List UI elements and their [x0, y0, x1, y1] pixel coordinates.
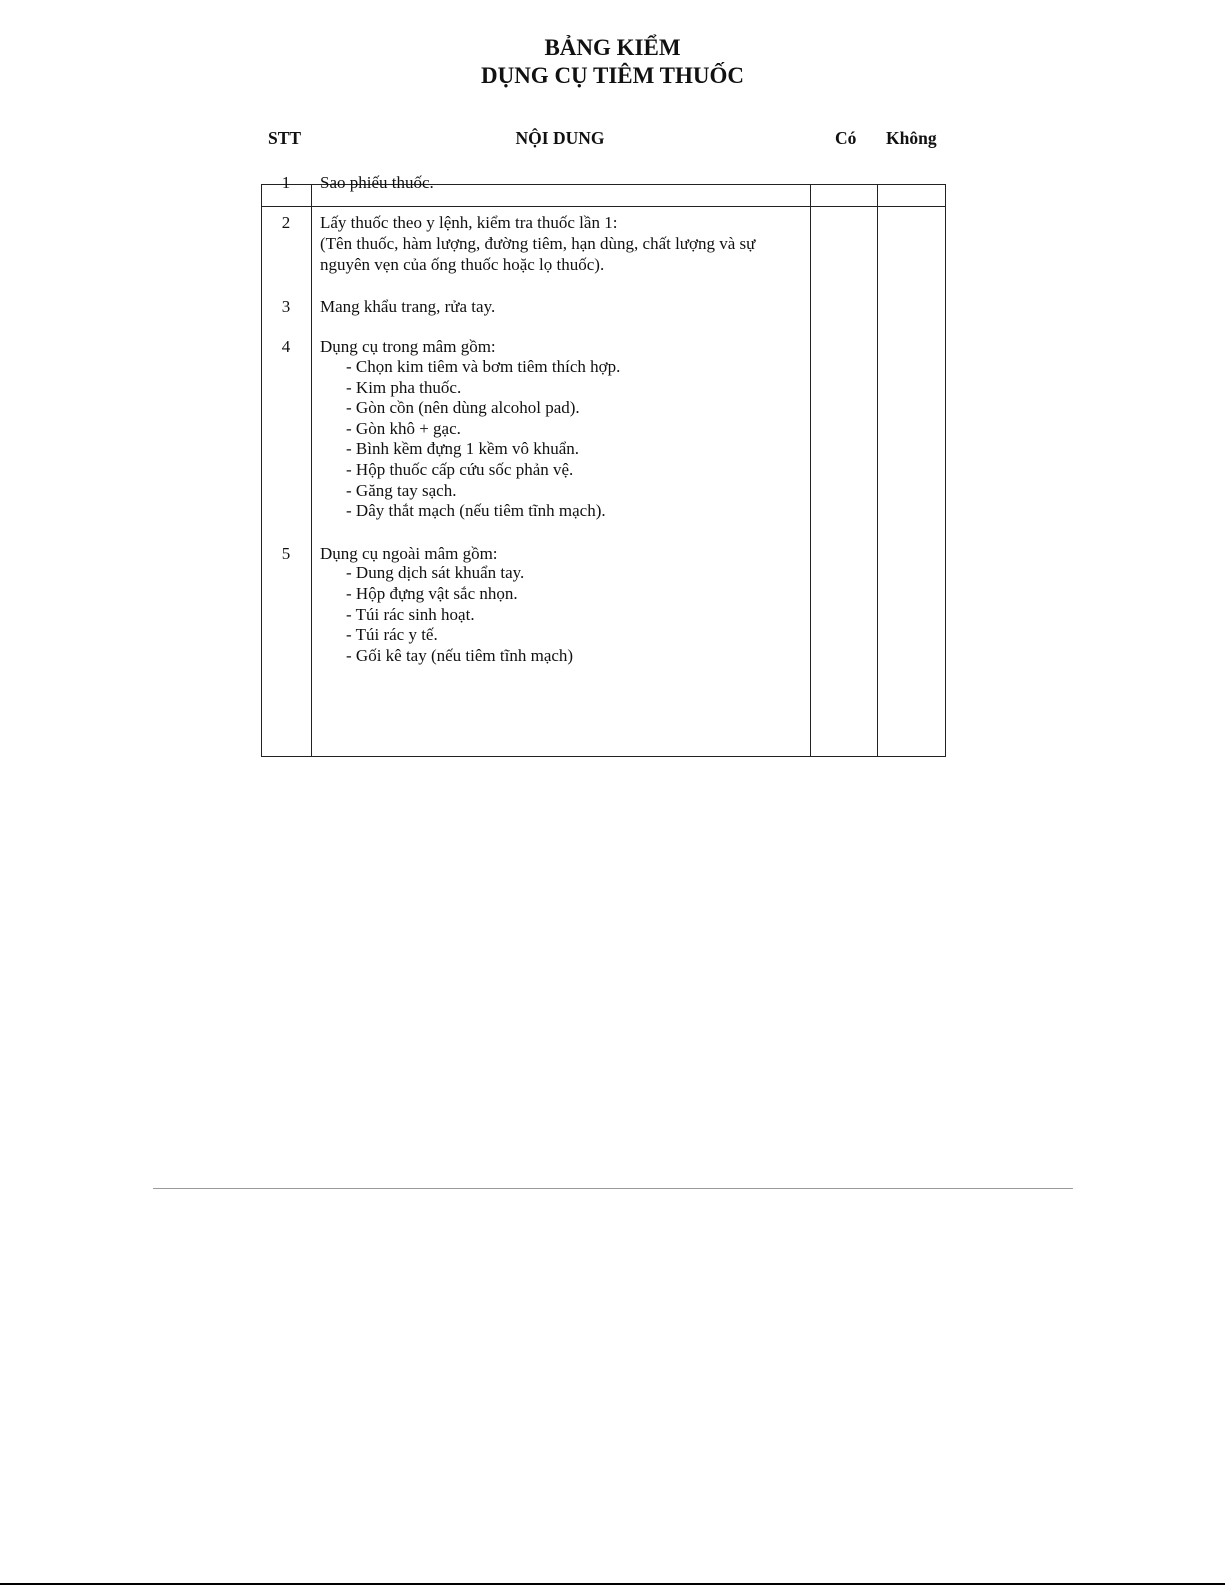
column-divider-yes: [810, 184, 811, 757]
list-item: - Gòn cồn (nên dùng alcohol pad).: [346, 398, 580, 417]
item-number: 1: [281, 173, 291, 192]
item-text: (Tên thuốc, hàm lượng, đường tiêm, hạn dùng, chất lượng và sự: [320, 234, 756, 253]
item-text: Lấy thuốc theo y lệnh, kiểm tra thuốc lần 1:: [320, 213, 618, 232]
document-title: BẢNG KIỂM: [544, 35, 681, 60]
header-yes: Có: [835, 128, 857, 148]
table-bottom-border: [261, 756, 946, 757]
list-item: - Hộp thuốc cấp cứu sốc phản vệ.: [346, 460, 574, 479]
list-item: - Dây thắt mạch (nếu tiêm tĩnh mạch).: [346, 501, 606, 520]
list-item: - Dung dịch sát khuẩn tay.: [346, 563, 525, 582]
item-text: Sao phiếu thuốc.: [320, 173, 434, 192]
item-number: 3: [281, 297, 291, 316]
column-divider-stt: [311, 184, 312, 757]
list-item: - Túi rác sinh hoạt.: [346, 605, 475, 624]
list-item: - Gối kê tay (nếu tiêm tĩnh mạch): [346, 646, 574, 665]
column-divider-no: [877, 184, 878, 757]
page-divider: [153, 1188, 1073, 1189]
document-subtitle: DỤNG CỤ TIÊM THUỐC: [480, 63, 745, 88]
item-number: 4: [281, 337, 291, 356]
list-item: - Gòn khô + gạc.: [346, 419, 461, 438]
header-content: NỘI DUNG: [515, 128, 605, 148]
list-item: - Găng tay sạch.: [346, 481, 457, 500]
item-text: Dụng cụ trong mâm gồm:: [320, 337, 496, 356]
table-left-border: [261, 184, 262, 757]
row-divider: [261, 206, 946, 207]
header-stt: STT: [268, 128, 302, 148]
list-item: - Chọn kim tiêm và bơm tiêm thích hợp.: [346, 357, 621, 376]
list-item: - Hộp đựng vật sắc nhọn.: [346, 584, 518, 603]
no-cell-items-2-5[interactable]: [879, 208, 944, 755]
list-item: - Kim pha thuốc.: [346, 378, 462, 397]
table-right-border: [945, 184, 946, 757]
header-no: Không: [886, 128, 937, 148]
item-text: Mang khẩu trang, rửa tay.: [320, 297, 496, 316]
list-item: - Túi rác y tế.: [346, 625, 438, 644]
no-cell-item-1[interactable]: [879, 186, 944, 205]
yes-cell-item-1[interactable]: [812, 186, 876, 205]
item-text: nguyên vẹn của ống thuốc hoặc lọ thuốc).: [320, 255, 605, 274]
item-number: 5: [281, 544, 291, 563]
yes-cell-items-2-5[interactable]: [812, 208, 876, 755]
list-item: - Bình kềm đựng 1 kềm vô khuẩn.: [346, 439, 580, 458]
item-text: Dụng cụ ngoài mâm gồm:: [320, 544, 498, 563]
item-number: 2: [281, 213, 291, 232]
